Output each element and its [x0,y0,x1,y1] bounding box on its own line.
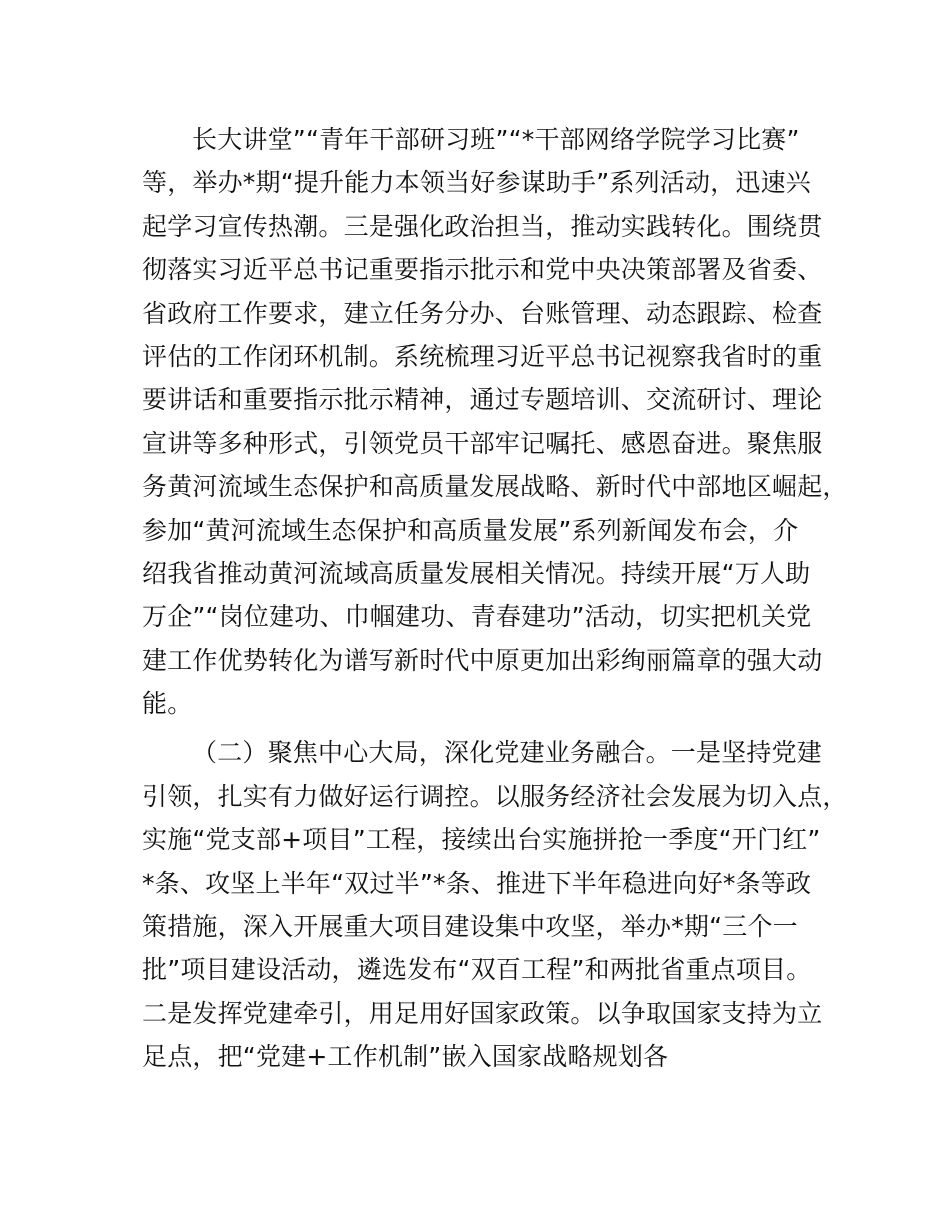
text-line: 要讲话和重要指示批示精神，通过专题培训、交流研讨、理论 [142,385,823,415]
text-line: *条、攻坚上半年“双过半”*条、推进下半年稳进向好*条等政 [142,868,812,898]
text-line: 起学习宣传热潮。三是强化政治担当，推动实践转化。围绕贯 [142,211,823,241]
text-line: 参加“黄河流域生态保护和高质量发展”系列新闻发布会，介 [142,515,799,545]
paragraph-2 [142,731,848,1078]
text-line: 能。 [142,689,193,719]
text-line: 评估的工作闭环机制。系统梳理习近平总书记视察我省时的重 [142,341,823,371]
text-line: 绍我省推动黄河流域高质量发展相关情况。持续开展“万人助 [142,558,811,588]
text-line: 足点，把“党建+工作机制”嵌入国家战略规划各 [142,1042,669,1072]
text-line: （二）聚焦中心大局，深化党建业务融合。一是坚持党建 [192,738,823,768]
text-line: 策措施，深入开展重大项目建设集中攻坚，举办*期“三个一 [142,912,798,942]
document-body [142,118,848,1079]
text-line: 引领，扎实有力做好运行调控。以服务经济社会发展为切入点， [142,781,848,811]
text-line: 务黄河流域生态保护和高质量发展战略、新时代中部地区崛起， [142,472,848,502]
text-line: 彻落实习近平总书记重要指示批示和党中央决策部署及省委、 [142,255,823,285]
text-line: 省政府工作要求，建立任务分办、台账管理、动态跟踪、检查 [142,298,823,328]
text-line: 建工作优势转化为谱写新时代中原更加出彩绚丽篇章的强大动 [142,645,823,675]
text-line: 长大讲堂”“青年干部研习班”“*干部网络学院学习比赛” [192,125,800,154]
paragraph-1 [142,118,848,725]
text-line: 宣讲等多种形式，引领党员干部牢记嘱托、感恩奋进。聚焦服 [142,428,823,458]
text-line: 二是发挥党建牵引，用足用好国家政策。以争取国家支持为立 [142,998,823,1028]
text-line: 万企”“岗位建功、巾帼建功、青春建功”活动，切实把机关党 [142,602,812,632]
text-line: 实施“党支部+项目”工程，接续出台实施拼抢一季度“开门红” [142,825,821,855]
text-line: 等，举办*期“提升能力本领当好参谋助手”系列活动，迅速兴 [142,168,812,198]
text-line: 批”项目建设活动，遴选发布“双百工程”和两批省重点项目。 [142,955,812,985]
